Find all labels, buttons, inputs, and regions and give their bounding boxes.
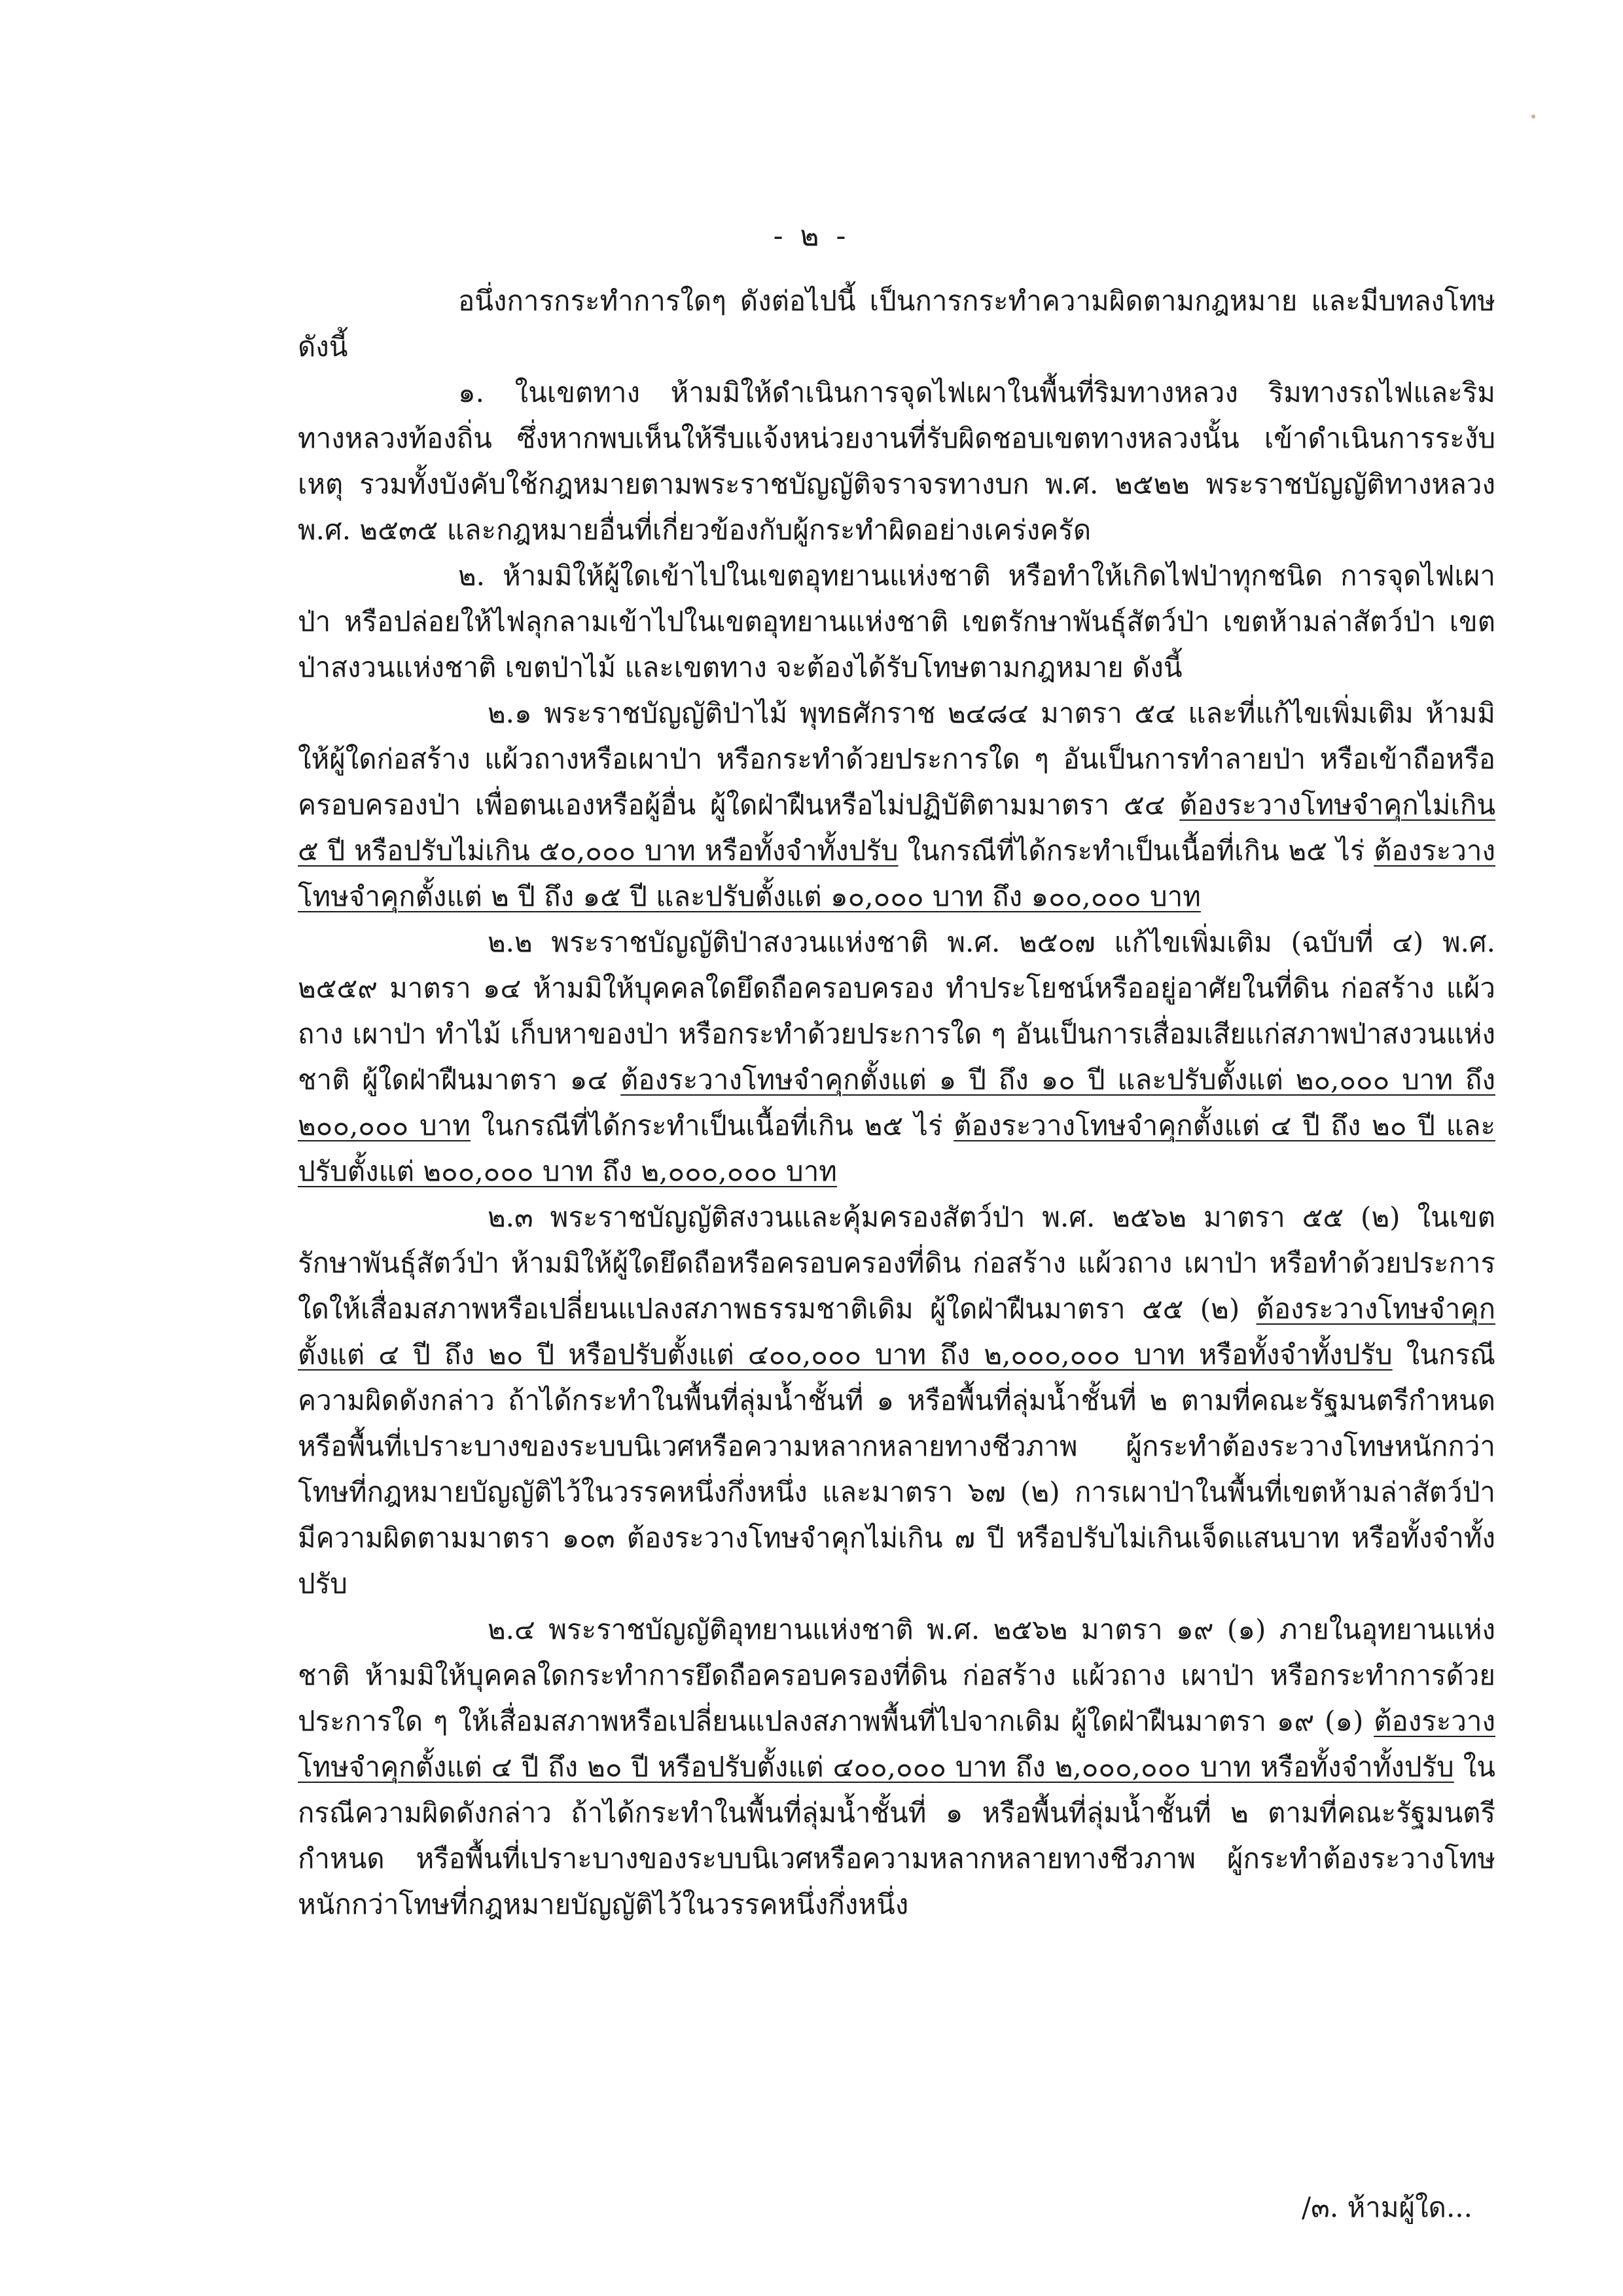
subitem-2-3-text: ๒.๓ พระราชบัญญัติสงวนและคุ้มครองสัตว์ป่า พ.ศ. ๒๕๖๒ มาตรา ๕๕ (๒) ในเขตรักษาพันธุ์สัตว์ป่า ห้ามมิให้ผู้ใดยึดถือหรือครอบครองที่ดิน ก่อสร้าง แผ้วถาง เผาป่า หรือทำด้วยประการใดให้เสื่อมสภาพหรือเปลี่ยนแปลงสภาพธรรมชาติเดิม ผู้ใดฝ่าฝืนมาตรา ๕๕ (๒) bbox=[298, 1201, 1495, 1325]
page-number: - ๒ - bbox=[773, 219, 850, 253]
subitem-2-4-text: ๒.๔ พระราชบัญญัติอุทยานแห่งชาติ พ.ศ. ๒๕๖๒ มาตรา ๑๙ (๑) ภายในอุทยานแห่งชาติ ห้ามมิให้บุคคลใดกระทำการยึดถือครอบครองที่ดิน ก่อสร้าง แผ้วถาง เผาป่า หรือกระทำการด้วยประการใด ๆ ให้เสื่อมสภาพหรือเปลี่ยนแปลงสภาพพื้นที่ไปจากเดิม ผู้ใดฝ่าฝืนมาตรา ๑๙ (๑) bbox=[298, 1613, 1495, 1737]
subitem-2-3-penalty: ต้องระวางโทษจำคุกตั้งแต่ ๔ ปี ถึง ๒๐ ปี หรือปรับตั้งแต่ ๔๐๐,๐๐๐ บาท ถึง ๒,๐๐๐,๐๐๐ บาท หรือทั้งจำทั้งปรับ bbox=[298, 1293, 1495, 1371]
subitem-2-1-penalty: ต้องระวางโทษจำคุกไม่เกิน ๕ ปี หรือปรับไม่เกิน ๕๐,๐๐๐ บาท หรือทั้งจำทั้งปรับ bbox=[298, 789, 1495, 867]
subitem-2-4-paragraph bbox=[298, 1607, 1495, 1928]
subitem-2-1-paragraph bbox=[298, 691, 1495, 920]
subitem-2-2-text-2: ในกรณีที่ได้กระทำเป็นเนื้อที่เกิน ๒๕ ไร่ bbox=[470, 1109, 954, 1141]
subitem-2-4-penalty: ต้องระวางโทษจำคุกตั้งแต่ ๔ ปี ถึง ๒๐ ปี หรือปรับตั้งแต่ ๔๐๐,๐๐๐ บาท ถึง ๒,๐๐๐,๐๐๐ บาท หรือทั้งจำทั้งปรับ bbox=[298, 1705, 1495, 1783]
subitem-2-1-penalty-2: ต้องระวางโทษจำคุกตั้งแต่ ๒ ปี ถึง ๑๕ ปี และปรับตั้งแต่ ๑๐,๐๐๐ บาท ถึง ๑๐๐,๐๐๐ บาท bbox=[298, 834, 1495, 912]
subitem-2-2-paragraph bbox=[298, 920, 1495, 1194]
subitem-2-2-penalty-2: ต้องระวางโทษจำคุกตั้งแต่ ๔ ปี ถึง ๒๐ ปี และปรับตั้งแต่ ๒๐๐,๐๐๐ บาท ถึง ๒,๐๐๐,๐๐๐ บาท bbox=[298, 1109, 1495, 1187]
paper-speck bbox=[1531, 115, 1535, 118]
intro-paragraph: อนึ่งการกระทำการใดๆ ดังต่อไปนี้ เป็นการกระทำความผิดตามกฎหมาย และมีบทลงโทษ ดังนี้ bbox=[298, 285, 1495, 363]
subitem-2-1-text: ๒.๑ พระราชบัญญัติป่าไม้ พุทธศักราช ๒๔๘๔ มาตรา ๕๔ และที่แก้ไขเพิ่มเติม ห้ามมิให้ผู้ใดก่อสร้าง แผ้วถางหรือเผาป่า หรือกระทำด้วยประการใด ๆ อันเป็นการทำลายป่า หรือเข้าถือหรือครอบครองป่า เพื่อตนเองหรือผู้อื่น ผู้ใดฝ่าฝืนหรือไม่ปฏิบัติตามมาตรา ๕๔ bbox=[298, 697, 1495, 821]
item-2-paragraph: ๒. ห้ามมิให้ผู้ใดเข้าไปในเขตอุทยานแห่งชาติ หรือทำให้เกิดไฟป่าทุกชนิด การจุดไฟเผาป่า หรือปล่อยให้ไฟลุกลามเข้าไปในเขตอุทยานแห่งชาติ เขตรักษาพันธุ์สัตว์ป่า เขตห้ามล่าสัตว์ป่า เขตป่าสงวนแห่งชาติ เขตป่าไม้ และเขตทาง จะต้องได้รับโทษตามกฎหมาย ดังนี้ bbox=[298, 560, 1495, 683]
subitem-2-3-paragraph bbox=[298, 1194, 1495, 1607]
subitem-2-2-text: ๒.๒ พระราชบัญญัติป่าสงวนแห่งชาติ พ.ศ. ๒๕๐๗ แก้ไขเพิ่มเติม (ฉบับที่ ๔) พ.ศ. ๒๕๕๙ มาตรา ๑๔ ห้ามมิให้บุคคลใดยึดถือครอบครอง ทำประโยชน์หรืออยู่อาศัยในที่ดิน ก่อสร้าง แผ้วถาง เผาป่า ทำไม้ เก็บหาของป่า หรือกระทำด้วยประการใด ๆ อันเป็นการเสื่อมเสียแก่สภาพป่าสงวนแห่งชาติ ผู้ใดฝ่าฝืนมาตรา ๑๔ bbox=[298, 926, 1495, 1096]
item-1-paragraph: ๑. ในเขตทาง ห้ามมิให้ดำเนินการจุดไฟเผาในพื้นที่ริมทางหลวง ริมทางรถไฟและริมทางหลวงท้องถิ่น ซึ่งหากพบเห็นให้รีบแจ้งหน่วยงานที่รับผิดชอบเขตทางหลวงนั้น เข้าดำเนินการระงับเหตุ รวมทั้งบังคับใช้กฎหมายตามพระราชบัญญัติจราจรทางบก พ.ศ. ๒๕๒๒ พระราชบัญญัติทางหลวง พ.ศ. ๒๕๓๕ และกฎหมายอื่นที่เกี่ยวข้องกับผู้กระทำผิดอย่างเคร่งครัด bbox=[298, 376, 1495, 546]
continuation-note: /๓. ห้ามผู้ใด... bbox=[1302, 2191, 1472, 2223]
document-body bbox=[298, 278, 1495, 1928]
subitem-2-2-penalty: ต้องระวางโทษจำคุกตั้งแต่ ๑ ปี ถึง ๑๐ ปี และปรับตั้งแต่ ๒๐,๐๐๐ บาท ถึง ๒๐๐,๐๐๐ บาท bbox=[298, 1064, 1495, 1141]
subitem-2-3-text-2: ในกรณีความผิดดังกล่าว ถ้าได้กระทำในพื้นที่ลุ่มน้ำชั้นที่ ๑ หรือพื้นที่ลุ่มน้ำชั้นที่ ๒ ตามที่คณะรัฐมนตรีกำหนด หรือพื้นที่เปราะบางของระบบนิเวศหรือความหลากหลายทางชีวภาพ ผู้กระทำต้องระวางโทษหนักกว่าโทษที่กฎหมายบัญญัติไว้ในวรรคหนึ่งกึ่งหนึ่ง และมาตรา ๖๗ (๒) การเผาป่าในพื้นที่เขตห้ามล่าสัตว์ป่า มีความผิดตามมาตรา ๑๐๓ ต้องระวางโทษจำคุกไม่เกิน ๗ ปี หรือปรับไม่เกินเจ็ดแสนบาท หรือทั้งจำทั้งปรับ bbox=[298, 1338, 1495, 1600]
subitem-2-4-text-2: ในกรณีความผิดดังกล่าว ถ้าได้กระทำในพื้นที่ลุ่มน้ำชั้นที่ ๑ หรือพื้นที่ลุ่มน้ำชั้นที่ ๒ ตามที่คณะรัฐมนตรีกำหนด หรือพื้นที่เปราะบางของระบบนิเวศหรือความหลากหลายทางชีวภาพ ผู้กระทำต้องระวางโทษหนักกว่าโทษที่กฎหมายบัญญัติไว้ในวรรคหนึ่งกึ่งหนึ่ง bbox=[298, 1751, 1495, 1920]
subitem-2-1-text-2: ในกรณีที่ได้กระทำเป็นเนื้อที่เกิน ๒๕ ไร่ bbox=[898, 834, 1374, 867]
